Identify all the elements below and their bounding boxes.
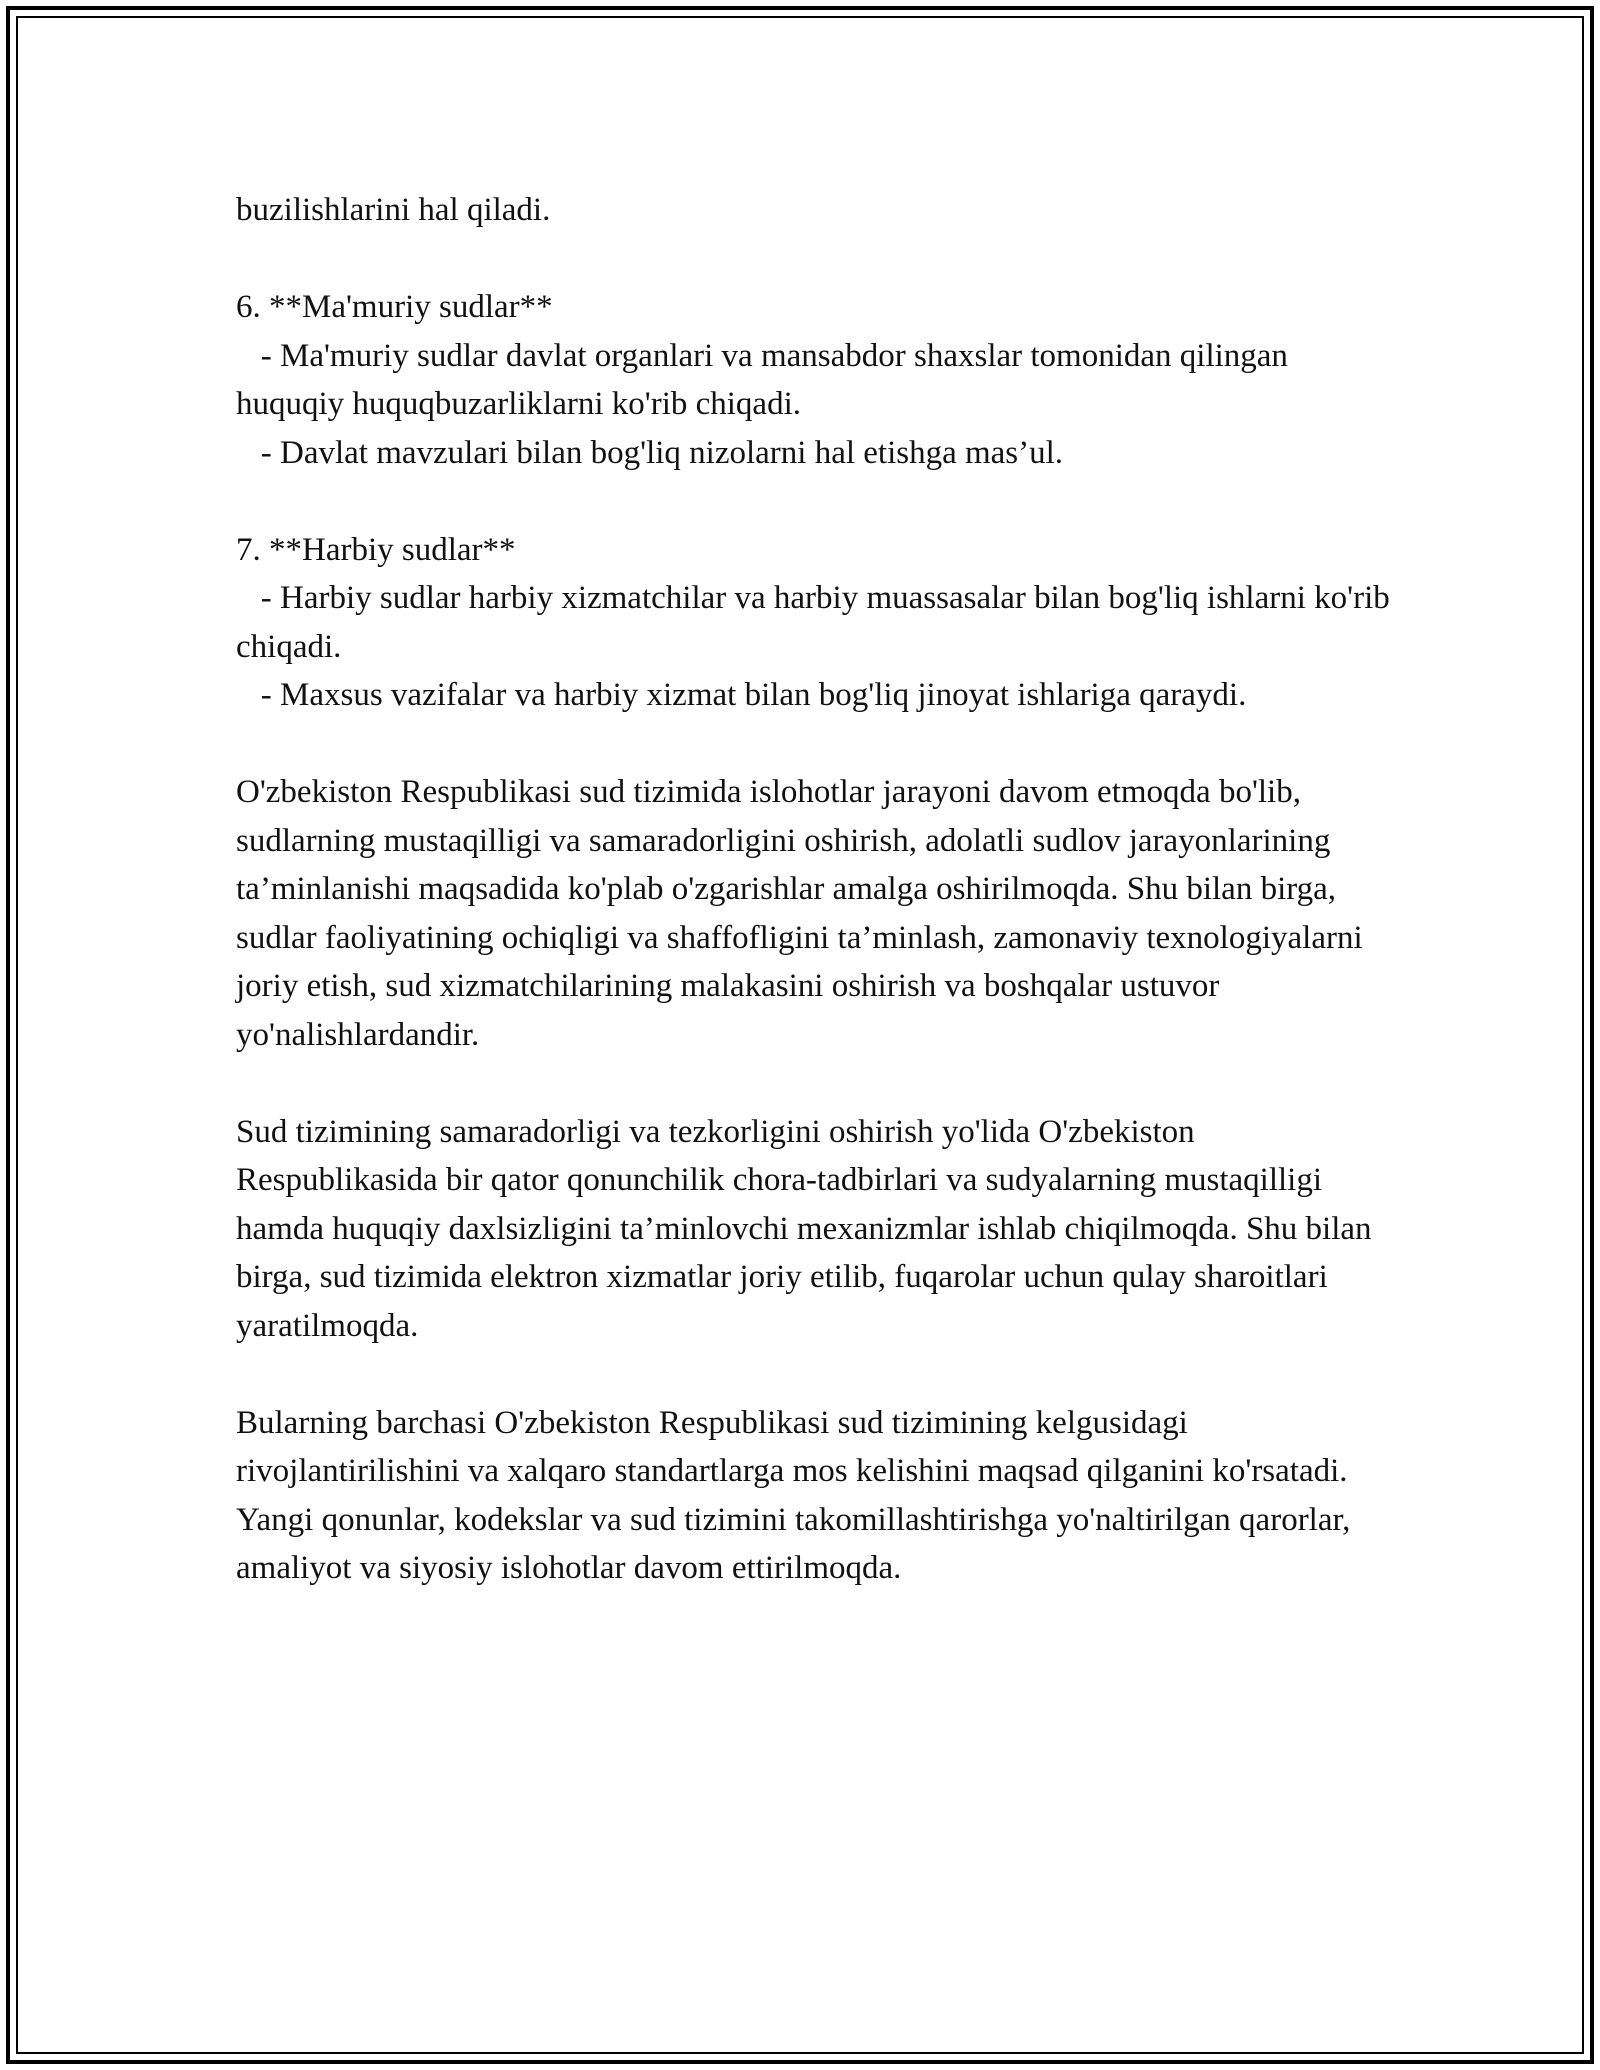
section-military-courts: 7. **Harbiy sudlar** - Harbiy sudlar harbiy xizmatchilar va harbiy muassasalar bilan bog'liq ishlarni ko'rib chiqadi. - Maxsus vazifalar va harbiy xizmat bilan bog'liq jinoyat ishlariga qaraydi. (236, 531, 1390, 713)
paragraph-continuation: buzilishlarini hal qiladi. (236, 192, 551, 228)
paragraph-efficiency: Sud tizimining samaradorligi va tezkorligini oshirish yo'lida O'zbekiston Respublikasida bir qator qonunchilik chora-tadbirlari va sudyalarning mustaqilligi hamda huquqiy daxlsizligini ta’minlovchi mexanizmlar ishlab chiqilmoqda. Shu bilan birga, sud tizimida elektron xizmatlar joriy etilib, fuqarolar uchun qulay sharoitlari yaratilmoqda. (236, 1113, 1380, 1344)
section-administrative-courts: 6. **Ma'muriy sudlar** - Ma'muriy sudlar davlat organlari va mansabdor shaxslar tomonidan qilingan huquqiy huquqbuzarliklarni ko'rib chiqadi. - Davlat mavzulari bilan bog'liq nizolarni hal etishga mas’ul. (236, 289, 1288, 471)
paragraph-reforms: O'zbekiston Respublikasi sud tizimida islohotlar jarayoni davom etmoqda bo'lib, sudlarning mustaqilligi va samaradorligini oshirish, adolatli sudlov jarayonlarining ta’minlanishi maqsadida ko'plab o'zgarishlar amalga oshirilmoqda. Shu bilan birga, sudlar faoliyatining ochiqligi va shaffofligini ta’minlash, zamonaviy texnologiyalarni joriy etish, sud xizmatchilarining malakasini oshirish va boshqalar ustuvor yo'nalishlardandir. (236, 774, 1371, 1053)
paragraph-conclusion: Bularning barchasi O'zbekiston Respublikasi sud tizimining kelgusidagi rivojlantirilishini va xalqaro standartlarga mos kelishini maqsad qilganini ko'rsatadi. Yangi qonunlar, kodekslar va sud tizimini takomillashtirishga yo'naltirilgan qarorlar, amaliyot va siyosiy islohotlar davom ettirilmoqda. (236, 1404, 1359, 1586)
document-body (236, 186, 1396, 1641)
